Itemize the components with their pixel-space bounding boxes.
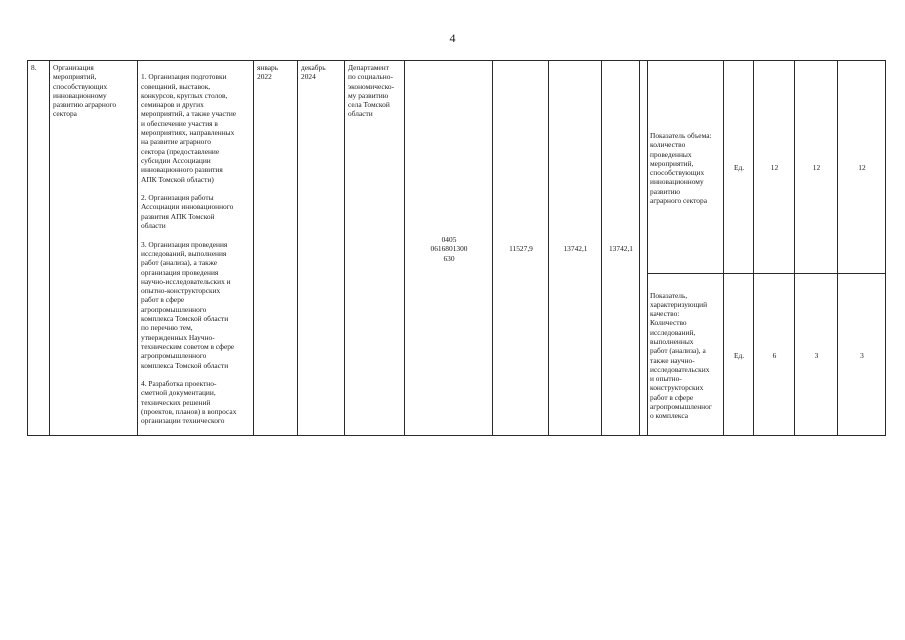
indicator-value-cell <box>838 61 886 274</box>
indicator-unit: Ед. <box>733 350 745 360</box>
indicator-value-cell <box>838 274 886 436</box>
start-date-cell <box>254 61 298 436</box>
end-date: декабрь 2024 <box>301 63 326 82</box>
activity-item: 3. Организация проведения исследований, выполнения работ (анализа), а также организация проведения научно-исследовательских и опытно-конструкторских работ в сфере агропромышленного комплекса Томской области по перечню тем, утвержденных Научно- техническим советом в сфере агропромышленного комплекса Томской области <box>141 239 235 370</box>
start-date: январь 2022 <box>257 63 279 82</box>
row-number-cell <box>28 61 50 436</box>
indicator-value: 3 <box>860 350 864 360</box>
indicator-value: 12 <box>858 163 866 173</box>
indicator-name-cell <box>648 274 724 436</box>
finance-value: 13742,1 <box>563 244 588 254</box>
activity-item: 1. Организация подготовки совещаний, выставок, конкурсов, круглых столов, семинаров и других мероприятий, а также участие и обеспечение участия в мероприятиях, направленных на развитие аграрного сектора (предоставление субсидии Ассоциации инновационного развития АПК Томской области) <box>141 72 237 184</box>
indicator-name: Показатель объема: количество проведенных мероприятий, способствующих инновационному развитию аграрного сектора <box>650 130 712 206</box>
activity-item: 4. Разработка проектно- сметной документации, технических решений (проектов, планов) в вопросах организации технического <box>141 379 237 426</box>
indicator-unit-cell <box>724 61 754 274</box>
activities-cell <box>138 61 254 436</box>
table-row <box>28 61 886 274</box>
end-date-cell <box>298 61 345 436</box>
indicator-value: 12 <box>770 163 779 173</box>
finance-value: 13742,1 <box>608 244 634 254</box>
row-number: 8. <box>31 63 37 72</box>
event-name-cell <box>50 61 138 436</box>
event-name: Организация мероприятий, способствующих инновационному развитию аграрного сектора <box>53 63 117 119</box>
finance-cell-1 <box>493 61 549 436</box>
indicator-unit-cell <box>724 274 754 436</box>
finance-cell-3 <box>602 61 640 436</box>
indicator-value-cell <box>795 61 838 274</box>
indicator-name-cell <box>648 61 724 274</box>
activity-item: 2. Организация работы Ассоциации инновационного развития АПК Томской области <box>141 193 234 231</box>
finance-value: 11527,9 <box>509 244 533 254</box>
indicator-name: Показатель, характеризующий качество: Количество исследований, выполненных работ (анализа), а также научно- исследовательских и опытно- конструкторских работ в сфере агропромышленног о комплекса <box>650 290 712 421</box>
indicator-value-cell <box>754 274 795 436</box>
indicator-value: 6 <box>772 350 777 360</box>
indicator-value-cell <box>754 61 795 274</box>
indicator-value: 3 <box>814 350 819 360</box>
indicator-unit: Ед. <box>733 163 745 173</box>
executor: Департамент по социально- экономическо- му развитию села Томской области <box>348 63 395 119</box>
spacer-cell <box>640 61 648 436</box>
finance-cell-2 <box>549 61 602 436</box>
budget-code-cell <box>405 61 493 436</box>
budget-code: 0405 0616801300 630 <box>430 234 468 263</box>
page-number: 4 <box>449 31 456 45</box>
indicator-value-cell <box>795 274 838 436</box>
executor-cell <box>345 61 405 436</box>
program-table <box>27 60 886 436</box>
indicator-value: 12 <box>812 163 821 173</box>
